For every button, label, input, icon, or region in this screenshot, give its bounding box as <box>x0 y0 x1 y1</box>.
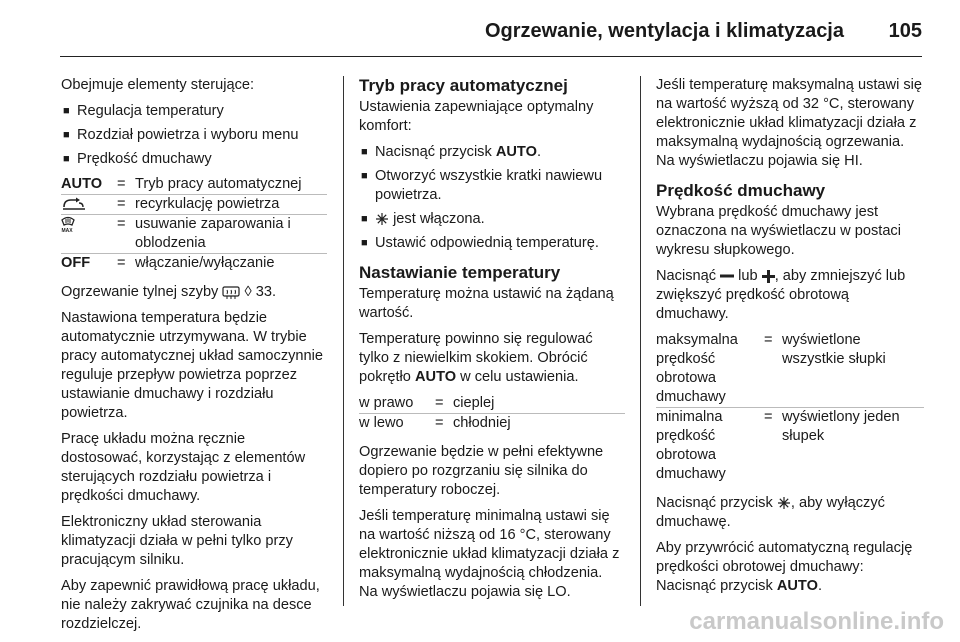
paragraph: Wybrana prędkość dmuchawy jest oznaczona na wyświetlaczu w postaci wykresu słupkowego. <box>656 204 901 258</box>
watermark: carmanualsonline.info <box>689 608 944 635</box>
paragraph: Ogrzewanie będzie w pełni efektywne dopiero po rozgrzaniu się silnika do temperatury roboczej. <box>359 444 604 498</box>
fan-icon <box>375 212 389 226</box>
def-eq: = <box>764 332 773 348</box>
def-desc: Tryb pracy automatycznej <box>135 176 302 192</box>
def-term: w prawo <box>359 395 414 411</box>
page-reference[interactable]: 33. <box>255 284 277 300</box>
defrost-max-icon <box>61 215 75 233</box>
column-divider <box>640 76 641 606</box>
column-2 <box>359 76 625 609</box>
fan-icon <box>777 496 791 510</box>
minus-icon <box>720 273 734 279</box>
def-term <box>61 195 117 214</box>
list-item: ■ Prędkość dmuchawy <box>63 151 212 167</box>
bullet-icon: ■ <box>63 129 70 141</box>
column-3 <box>656 76 924 603</box>
paragraph: Elektroniczny układ sterowania klimatyzacji działa w pełni tylko przy pracującym silniku. <box>61 514 293 568</box>
rear-window-heating-icon <box>222 286 240 299</box>
definition-row <box>656 408 924 484</box>
def-eq: = <box>435 415 444 431</box>
def-eq: = <box>764 409 773 425</box>
page-ref-icon: ◊ <box>244 284 252 300</box>
definition-row <box>359 394 625 414</box>
bullet-icon: ■ <box>361 170 368 182</box>
page-number: 105 <box>888 20 922 42</box>
paragraph: Jeśli temperaturę minimalną ustawi się na wartość niższą od 16 °C, sterowany elektronicznie układ klimatyzacji działa z maksymalną wydajnością chłodzenia. Na wyświetlaczu pojawia się LO. <box>359 508 620 600</box>
paragraph: Aby przywrócić automatyczną regulację prędkości obrotowej dmuchawy: Nacisnąć przycisk AUTO. <box>656 540 913 594</box>
paragraph: Nastawiona temperatura będzie automatycznie utrzymywana. W trybie pracy automatycznej układ samoczynnie reguluje przepływ powietrza poprzez ustawianie dmuchawy i rozdziału powietrza. <box>61 310 324 421</box>
def-desc: wyświetlone wszystkie słupki <box>782 332 886 367</box>
bullet-icon: ■ <box>361 237 368 249</box>
def-desc: cieplej <box>453 395 495 411</box>
section-heading: Prędkość dmuchawy <box>656 181 826 200</box>
def-term: AUTO <box>61 176 103 192</box>
def-desc: chłodniej <box>453 415 511 431</box>
section-heading: Tryb pracy automatycznej <box>359 76 568 95</box>
def-eq: = <box>117 255 126 271</box>
bullet-list <box>61 102 327 169</box>
def-eq: = <box>435 395 444 411</box>
column-1 <box>61 76 327 641</box>
list-item: ■ Otworzyć wszystkie kratki nawiewu powietrza. <box>361 168 603 203</box>
paragraph: Aby zapewnić prawidłową pracę układu, nie należy zakrywać czujnika na desce rozdzielczej. <box>61 578 320 632</box>
bullet-icon: ■ <box>63 153 70 165</box>
paragraph: Temperaturę można ustawić na żądaną wartość. <box>359 286 614 321</box>
paragraph: Pracę układu można ręcznie dostosować, korzystając z elementów sterujących rozdziału powietrza i prędkości dmuchawy. <box>61 431 306 504</box>
def-desc: usuwanie zaparowania i oblodzenia <box>135 216 291 251</box>
paragraph: Temperaturę powinno się regulować tylko z niewielkim skokiem. Obrócić pokrętło AUTO w celu ustawienia. <box>359 331 593 385</box>
list-item: ■ Regulacja temperatury <box>63 103 224 119</box>
list-item: ■ Ustawić odpowiednią temperaturę. <box>361 235 599 251</box>
def-desc: wyświetlony jeden słupek <box>782 409 900 444</box>
paragraph: Nacisnąć lub , aby zmniejszyć lub zwiększyć prędkość obrotową dmuchawy. <box>656 268 906 322</box>
def-term: OFF <box>61 255 91 271</box>
def-eq: = <box>117 196 126 212</box>
definition-table <box>61 175 327 273</box>
paragraph: Obejmuje elementy sterujące: <box>61 77 255 93</box>
def-desc: włączanie/wyłączanie <box>135 255 275 271</box>
bullet-icon: ■ <box>63 105 70 117</box>
list-item: ■ Rozdział powietrza i wyboru menu <box>63 127 299 143</box>
definition-table <box>359 394 625 433</box>
definition-row <box>61 254 327 273</box>
bullet-icon: ■ <box>361 146 368 158</box>
header-rule <box>60 56 922 57</box>
bullet-list <box>359 143 625 253</box>
list-item: ■ jest włączona. <box>361 211 485 227</box>
list-item: ■ Nacisnąć przycisk AUTO. <box>361 144 541 160</box>
column-divider <box>343 76 344 606</box>
definition-row <box>61 215 327 254</box>
svg-text:MAX: MAX <box>61 228 73 234</box>
definition-row <box>359 414 625 433</box>
recirculation-icon <box>61 197 87 211</box>
def-term: minimalna prędkość obrotowa dmuchawy <box>656 409 726 482</box>
definition-table <box>656 331 924 484</box>
definition-row <box>656 331 924 408</box>
def-term: maksymalna prędkość obrotowa dmuchawy <box>656 332 738 405</box>
def-eq: = <box>117 216 126 232</box>
definition-row <box>61 175 327 195</box>
definition-row <box>61 195 327 215</box>
section-heading: Nastawianie temperatury <box>359 263 561 282</box>
plus-icon <box>762 270 775 283</box>
paragraph: Jeśli temperaturę maksymalną ustawi się na wartość wyższą od 32 °C, sterowany elektronicznie układ klimatyzacji działa z maksymalną wydajnością ogrzewania. Na wyświetlaczu pojawia się HI. <box>656 77 923 169</box>
page-title: Ogrzewanie, wentylacja i klimatyzacja <box>484 20 844 42</box>
paragraph: Nacisnąć przycisk , aby wyłączyć dmuchawę. <box>656 495 885 530</box>
page-header <box>60 0 922 58</box>
def-term <box>61 215 117 253</box>
def-desc: recyrkulację powietrza <box>135 196 280 212</box>
def-eq: = <box>117 176 126 192</box>
def-term: w lewo <box>359 415 404 431</box>
paragraph: Ogrzewanie tylnej szyby ◊ 33. <box>61 284 277 300</box>
paragraph: Ustawienia zapewniające optymalny komfort: <box>359 99 594 134</box>
bullet-icon: ■ <box>361 213 368 225</box>
